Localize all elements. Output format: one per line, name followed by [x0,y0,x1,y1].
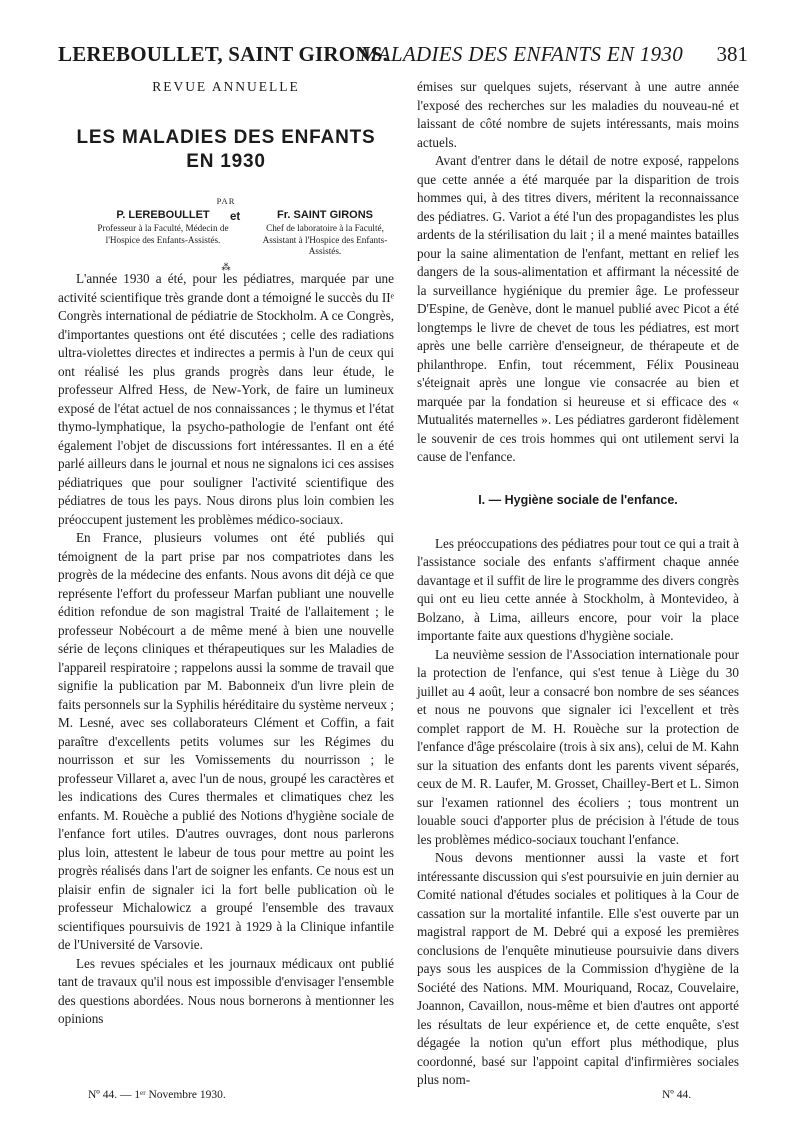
paragraph: Avant d'entrer dans le détail de notre exposé, rappelons que cette année a été marquée par la disparition de trois hommes qui, à des titres divers, méritent la reconnaissance des pédiatres. G. Variot a été l'un des propagandistes les plus ardents de la stérilisation du lait ; il a mené maintes batailles pour la saine alimentation de l'enfant, mettant en relief les dangers de la sous-alimentation et affirmant la nécessité de la surveillance hygiénique du premier âge. Le professeur D'Espine, de Genève, dont le manuel publié avec Picot a été longtemps le livre de chevet de tous les pédiatres, est mort après une belle carrière d'enseigneur, de thérapeute et de philanthrope. Enfin, tout récemment, Félix Pousineau s'éteignait après une longue vie consacrée au bien et marquée par la fondation si heureuse et si efficace des « Mutualités maternelles ». Les pédiatres garderont fidèlement le souvenir de ces trois hommes qui ont utilement servi la cause de l'enfance. [417,153,739,464]
authors-block [58,208,394,270]
paragraph: Les préoccupations des pédiatres pour tout ce qui a trait à l'assistance sociale des enfants s'affirment chaque année davantage et il suffit de lire le programme des divers congrès qui ont eu lieu cette année à Stockholm, à Montevideo, à Bolzano, à Lima, ailleurs encore, pour voir la place importante faite aux questions d'hygiène sociale. [417,535,740,643]
author-2 [254,208,396,258]
author-conjunction: et [230,211,241,223]
author-2-name: Fr. SAINT GIRONS [277,209,373,221]
author-2-affiliation: Chef de laboratoire à la Faculté, Assistant à l'Hospice des Enfants-Assistés. [262,223,388,256]
article-title-line2: EN 1930 [186,151,266,172]
left-column [58,78,394,1029]
footer-issue-number: Nº 44. [662,1089,692,1101]
footer-issue-date: Nº 44. — 1ᵉʳ Novembre 1930. [88,1089,226,1101]
paragraph: En France, plusieurs volumes ont été publiés qui témoignent de la part prise par nos compatriotes dans les progrès de la médecine des enfants. Nous avons dit déjà ce que représente l'effort du professeur Marfan publiant une nouvelle édition refondue de son magistral Traité de l'allaitement ; le professeur Nobécourt a de même mené à bien une nouvelle série de leçons cliniques et thérapeutiques sur les Maladies de l'appareil respiratoire ; rappelons aussi la somme de travail que signifie la publication par M. Babonneix d'un livre plein de faits personnels sur la Syphilis héréditaire du système nerveux ; M. Lesné, avec ses collaborateurs Clément et Coffin, a fait paraître d'excellents petits volumes sur les Régimes du nourrisson et sur les Vomissements du nourrisson ; le professeur Villaret a, avec l'un de nous, groupé les caractères et les indications des Cures thermales et climatiques chez les enfants. M. Rouèche a publié des Notions d'hygiène sociale de l'enfance fort utiles. D'autres ouvrages, dont nous parlerons plus loin, attestent le labeur de tous pour mettre au point les progrès réalisés dans l'art de soigner les enfants. Ce nous est un plaisir enfin de signaler ici la fort belle publication où le professeur Michalowicz a groupé l'ensemble des travaux scientifiques poursuivis de 1921 à 1929 à la Clinique infantile de l'Université de Varsovie. [58,530,394,952]
paragraph: émises sur quelques sujets, réservant à une autre année l'exposé des recherches sur les maladies du nouveau-né et laissant de côté nombre de sujets intéressants, mais moins actuels. [417,79,739,150]
paragraph: L'année 1930 a été, pour les pédiatres, marquée par une activité scientifique très grande dont a témoigné le succès du IIᵉ Congrès international de pédiatrie de Stockholm. A ce Congrès, d'importantes questions ont été discutées ; celle des radiations ultra-violettes directes et indirectes a permis à l'un de ceux qui ont réalisé les plus grands progrès dans leur étude, le professeur Alfred Hess, de New-York, de faire un lumineux exposé de l'état actuel de nos connaissances ; le thymus et l'état thymo-lymphatique, la psycho-pathologie de l'enfant ont été également l'objet de discussions fort intéressantes. Il en a été parlé ailleurs dans le journal et nous ne signalons ici ces assises pédiatriques que pour souligner l'activité scientifique des pédiatres de tous les pays. Nous dirons plus loin combien les préoccupent justement les problèmes médico-sociaux. [58,271,394,527]
article-title-line1: LES MALADIES DES ENFANTS [76,127,376,148]
rubric: REVUE ANNUELLE [152,79,300,94]
by-line: PAR [216,196,236,206]
section-heading: I. — Hygiène sociale de l'enfance. [478,492,678,507]
right-column [417,78,739,1090]
running-header [58,40,748,72]
author-1-name: P. LEREBOULLET [116,209,210,221]
author-1 [83,208,243,246]
paragraph: Les revues spéciales et les journaux médicaux ont publié tant de travaux qu'il nous est impossible d'envisager l'ensemble des questions abordées. Nous nous bornerons à mentionner les opinions [58,955,394,1026]
page-number: 381 [716,42,748,66]
ornament-icon: ⁂ [221,262,231,272]
author-1-affiliation: Professeur à la Faculté, Médecin de l'Hospice des Enfants-Assistés. [97,223,229,245]
header-title: MALADIES DES ENFANTS EN 1930 [360,42,684,66]
header-authors: LEREBOULLET, SAINT GIRONS. [58,42,389,66]
paragraph: La neuvième session de l'Association internationale pour la protection de l'enfance, qui s'est tenue à Liège du 30 juillet au 4 août, leur a consacré bon nombre de ses séances et nous ne pouvons que signaler ici l'excellent et très complet rapport de M. H. Rouèche sur la protection de l'enfance d'âge préscolaire (trois à six ans), celui de M. Kahn sur la situation des enfants dont les parents vivent séparés, ceux de M. R. Laufer, M. Grosset, Chailley-Bert et L. Simon sur l'examen rationnel des écoliers ; tous montrent un louable souci d'apporter plus de précision à l'étude de tous les problèmes médico-sociaux touchant l'enfance. [417,646,739,847]
paragraph: Nous devons mentionner aussi la vaste et fort intéressante discussion qui s'est poursuivie en juin dernier au Comité national d'études sociales et politiques à la Cour de cassation sur la mortalité infantile. Elle s'est ouverte par un magistral rapport de M. Debré qui a exposé les premières conclusions de l'enquête minutieuse poursuivie dans divers pays sous les auspices de la Commission d'hygiène de la Société des Nations. MM. Mouriquand, Rocaz, Couvelaire, Joannon, Cavaillon, nous-même et bien d'autres ont apporté les résultats de leur expérience et, de cette enquête, s'est dégagée la notion qu'un effort plus méthodique, plus coordonné, basé sur l'appoint capital d'infirmières sociales plus nom- [417,850,739,1087]
